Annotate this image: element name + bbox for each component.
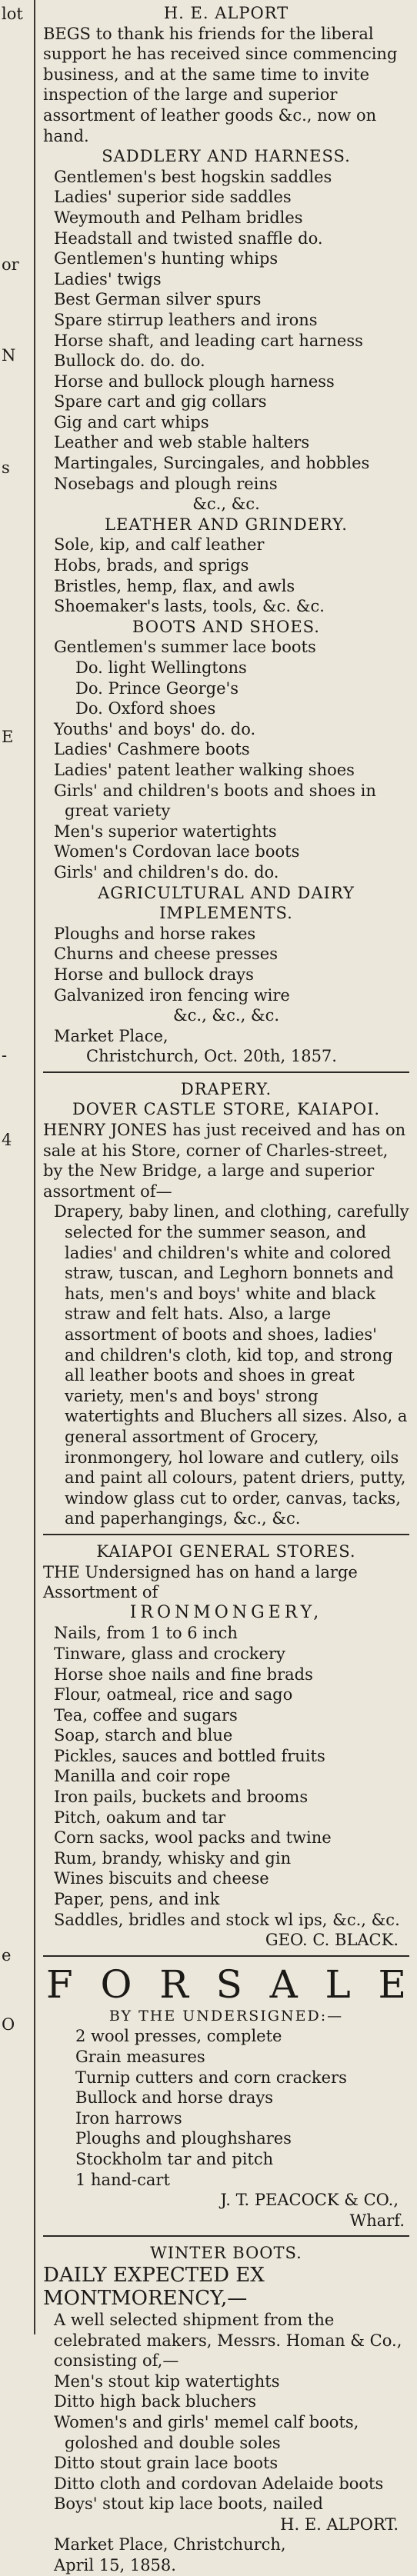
list-item: 2 wool presses, complete [75, 2027, 282, 2046]
list-item: Flour, oatmeal, rice and sago [54, 1685, 293, 1705]
for-sale-heading [43, 1963, 409, 2006]
section-heading-agricultural: AGRICULTURAL AND DAIRY IMPLEMENTS. [98, 883, 355, 923]
for-sale-letter: L [325, 1961, 351, 2007]
advertisement-divider [43, 1071, 409, 1073]
list-item: Bristles, hemp, flax, and awls [54, 576, 295, 595]
advertiser-name: H. E. ALPORT [163, 4, 289, 22]
list-item: Ditto cloth and cordovan Adelaide boots [54, 2474, 384, 2493]
list-item: Churns and cheese presses [54, 945, 278, 964]
advertisement-date: April 15, 1858. [54, 2556, 176, 2575]
list-item: Ladies' patent leather walking shoes [54, 760, 355, 779]
kaiapoi-stores-advertisement [43, 1541, 409, 1951]
list-item: Corn sacks, wool packs and twine [54, 1828, 332, 1848]
list-item: Nosebags and plough reins [54, 474, 278, 493]
list-item: Best German silver spurs [54, 290, 262, 309]
agricultural-item-list [43, 924, 409, 1005]
list-item: Turnip cutters and corn crackers [75, 2068, 347, 2087]
winter-boots-item-list [43, 2371, 409, 2514]
winter-boots-advertisement [43, 2243, 409, 2575]
list-item: Headstall and twisted snaffle do. [54, 228, 323, 248]
list-item: Gentlemen's best hogskin saddles [54, 167, 332, 186]
list-item: Rum, brandy, whisky and gin [54, 1848, 292, 1868]
advertisement-divider [43, 1955, 409, 1957]
advertisement-intro: THE Undersigned has on hand a large Assortment of [43, 1562, 358, 1602]
list-item: Ditto stout grain lace boots [54, 2454, 279, 2473]
list-item: Iron pails, buckets and brooms [54, 1788, 309, 1807]
margin-fragment: N [2, 346, 16, 365]
advertiser-place: Wharf. [349, 2211, 405, 2230]
list-item: Gentlemen's summer lace boots [54, 638, 316, 657]
advertiser-signature: GEO. C. BLACK. [265, 1931, 399, 1950]
list-item: Manilla and coir rope [54, 1767, 231, 1786]
list-item: Stockholm tar and pitch [75, 2149, 274, 2168]
section-heading-kaiapoi: KAIAPOI GENERAL STORES. [96, 1541, 356, 1561]
section-heading-boots: BOOTS AND SHOES. [132, 617, 320, 636]
drapery-advertisement [43, 1079, 409, 1529]
margin-fragment: E [2, 728, 14, 746]
list-item: Sole, kip, and calf leather [54, 535, 265, 555]
boots-item-list [43, 719, 409, 883]
alport-saddlery-advertisement [43, 0, 409, 1067]
list-item: Horse and bullock drays [54, 965, 254, 984]
list-item: Nails, from 1 to 6 inch [54, 1624, 238, 1643]
for-sale-subheading: BY THE UNDERSIGNED:— [108, 2007, 344, 2024]
advertiser-address: Market Place, [54, 1026, 168, 1045]
store-name: DOVER CASTLE STORE, KAIAPOI. [72, 1100, 381, 1119]
list-item: Weymouth and Pelham bridles [54, 208, 303, 227]
for-sale-letter: R [159, 1961, 188, 2007]
margin-fragment: or [2, 255, 19, 274]
list-item: Girls' and children's do. do. [54, 862, 279, 881]
list-item: Spare cart and gig collars [54, 392, 267, 412]
list-item: Ploughs and ploughshares [75, 2129, 292, 2148]
list-item: Saddles, bridles and stock wl ips, &c., &c. [54, 1910, 400, 1929]
advertisement-column [43, 0, 409, 2576]
advertisement-date: Christchurch, Oct. 20th, 1857. [86, 1047, 337, 1066]
ironmongery-heading: IRONMONGERY, [129, 1602, 323, 1622]
list-item: Spare stirrup leathers and irons [54, 310, 318, 329]
list-item: Do. Oxford shoes [75, 699, 216, 718]
for-sale-letter: A [269, 1961, 298, 2007]
margin-fragment: - [2, 1046, 8, 1065]
for-sale-letter: E [378, 1961, 406, 2007]
boots-ditto-list [43, 658, 409, 719]
agricultural-etc: &c., &c., &c. [172, 1006, 280, 1025]
list-item: Men's superior watertights [54, 821, 277, 841]
list-item: 1 hand-cart [75, 2170, 170, 2189]
list-item: Horse shaft, and leading cart harness [54, 331, 363, 350]
list-item: Soap, starch and blue [54, 1726, 233, 1745]
advertisement-divider [43, 2235, 409, 2237]
list-item: Pitch, oakum and tar [54, 1808, 226, 1827]
advertisement-intro: BEGS to thank his friends for the liberal support he has received since commencing business, and at the same time to invite inspection of the large and superior assortment of leather goods &c., now on hand. [43, 24, 398, 145]
column-rule [34, 0, 35, 2334]
section-heading-leather: LEATHER AND GRINDERY. [105, 515, 348, 534]
list-item: Gentlemen's hunting whips [54, 249, 279, 268]
for-sale-letter: S [215, 1961, 242, 2007]
advertiser-address: Market Place, Christchurch, [54, 2535, 286, 2554]
list-item: Ladies' superior side saddles [54, 188, 292, 207]
list-item: Bullock do. do. do. [54, 352, 205, 371]
list-item: Tinware, glass and crockery [54, 1644, 285, 1663]
list-item: Horse shoe nails and fine brads [54, 1665, 313, 1684]
advertisement-headline: DAILY EXPECTED EX MONTMORENCY,— [43, 2263, 265, 2310]
list-item: Do. Prince George's [75, 678, 239, 698]
advertisement-intro: A well selected shipment from the celebrated makers, Messrs. Homan & Co., consisting of,— [54, 2310, 402, 2371]
list-item: Pickles, sauces and bottled fruits [54, 1746, 325, 1765]
list-item: Paper, pens, and ink [54, 1890, 220, 1909]
for-sale-item-list [43, 2026, 409, 2190]
list-item: Bullock and horse drays [75, 2088, 274, 2108]
list-item: Martingales, Surcingales, and hobbles [54, 454, 370, 473]
for-sale-advertisement [43, 1963, 409, 2231]
list-item: Iron harrows [75, 2108, 182, 2128]
advertisement-intro: HENRY JONES has just received and has on sale at his Store, corner of Charles-street, by the New Bridge, a large and superior assortment of— [43, 1121, 406, 1201]
advertiser-signature: J. T. PEACOCK & CO., [220, 2191, 399, 2210]
list-item: Do. light Wellingtons [75, 658, 247, 677]
margin-fragment: lot [2, 5, 23, 23]
margin-fragment: O [2, 2015, 15, 2034]
advertisement-body: Drapery, baby linen, and clothing, carefully selected for the summer season, and ladies' and children's white and colored straw, tuscan, and Leghorn bonnets and hats, men's and boys' white and black straw and felt hats. Also, a large assortment of boots and shoes, ladies' and children's cloth, kid top, and strong all leather boots and shoes in great variety, men's and boys' strong watertights and Bluchers all sizes. Also, a general assortment of Grocery, ironmongery, hol loware and cutlery, oils and paint all colours, patent driers, putty, window glass cut to order, canvas, tacks, and paperhangings, &c., &c. [54, 1202, 409, 1528]
adjacent-column-fragments [0, 0, 34, 2334]
list-item: Leather and web stable halters [54, 433, 310, 452]
list-item: Ditto high back bluchers [54, 2392, 256, 2411]
advertisement-divider [43, 1534, 409, 1535]
list-item: Ladies' twigs [54, 269, 162, 288]
advertiser-signature: H. E. ALPORT. [280, 2514, 399, 2534]
list-item: Gig and cart whips [54, 412, 209, 432]
leather-item-list [43, 535, 409, 616]
for-sale-letter: O [100, 1961, 132, 2007]
margin-fragment: e [2, 1946, 12, 1964]
list-item: Boys' stout kip lace boots, nailed [54, 2494, 323, 2514]
list-item: Women's and girls' memel calf boots, goloshed and double soles [54, 2412, 359, 2452]
list-item: Youths' and boys' do. do. [54, 719, 256, 738]
saddlery-etc: &c., &c. [192, 495, 260, 514]
margin-fragment: 4 [2, 1131, 12, 1149]
list-item: Ladies' Cashmere boots [54, 740, 250, 759]
list-item: Girls' and children's boots and shoes in great variety [54, 781, 376, 821]
for-sale-letter: F [46, 1961, 73, 2007]
list-item: Galvanized iron fencing wire [54, 985, 290, 1005]
list-item: Ploughs and horse rakes [54, 924, 256, 943]
list-item: Shoemaker's lasts, tools, &c. &c. [54, 597, 325, 616]
section-heading-winter-boots: WINTER BOOTS. [150, 2244, 302, 2263]
saddlery-item-list [43, 167, 409, 495]
ironmongery-item-list [43, 1623, 409, 1930]
list-item: Wines biscuits and cheese [54, 1869, 269, 1888]
margin-fragment: s [2, 458, 10, 477]
list-item: Horse and bullock plough harness [54, 372, 335, 391]
list-item: Grain measures [75, 2048, 205, 2066]
list-item: Tea, coffee and sugars [54, 1705, 238, 1725]
list-item: Women's Cordovan lace boots [54, 842, 300, 861]
list-item: Hobs, brads, and sprigs [54, 556, 249, 575]
section-heading-drapery: DRAPERY. [180, 1079, 272, 1098]
section-heading-saddlery: SADDLERY AND HARNESS. [102, 147, 351, 166]
list-item: Men's stout kip watertights [54, 2371, 280, 2391]
